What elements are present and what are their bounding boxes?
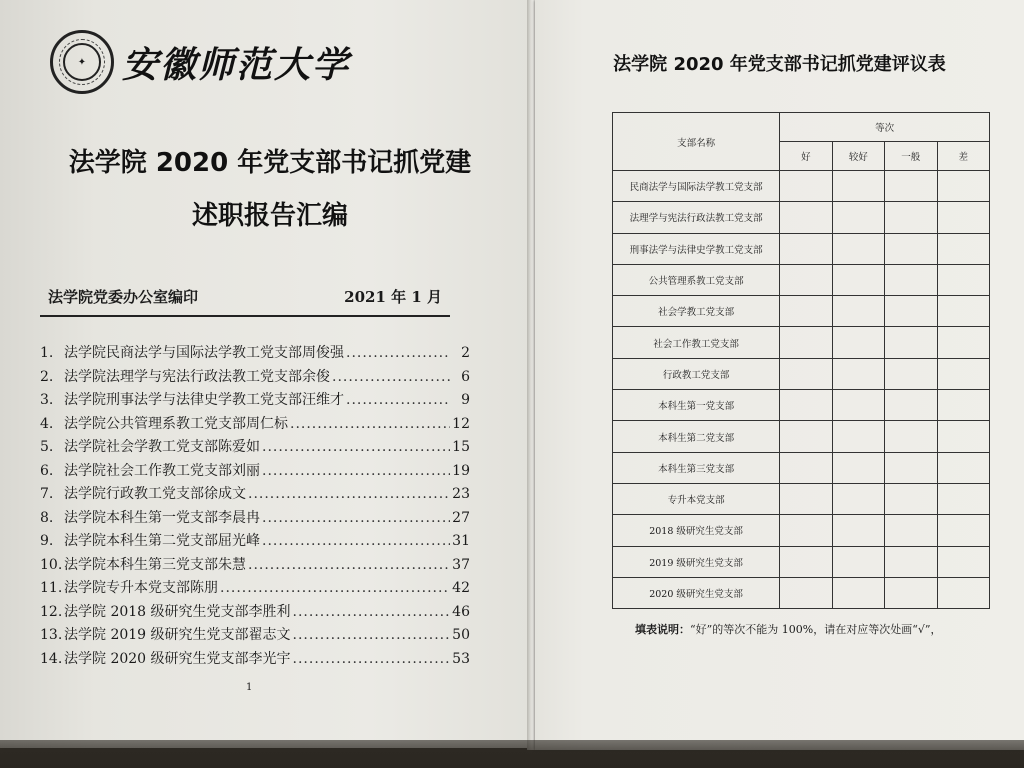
grade-checkbox-cell[interactable]: [780, 202, 832, 233]
toc-entry-title: 法学院社会学教工党支部陈爱如: [64, 439, 260, 455]
toc-entry: [40, 413, 470, 437]
toc-entry-page: 6: [461, 368, 470, 385]
university-name: 安徽师范大学: [122, 43, 351, 86]
toc-entry-page: 42: [452, 580, 470, 596]
toc-leader-dots: [262, 463, 450, 479]
toc-entry-page: 19: [452, 462, 470, 479]
grade-checkbox-cell[interactable]: [832, 577, 884, 608]
right-page: [535, 0, 1024, 750]
branch-name-cell: 民商法学与国际法学教工党支部: [613, 171, 780, 202]
grade-checkbox-cell[interactable]: [937, 264, 989, 295]
grade-checkbox-cell[interactable]: [885, 264, 937, 295]
editor-line: [48, 286, 442, 307]
evaluation-table: [612, 112, 990, 609]
toc-leader-dots: [262, 533, 450, 549]
toc-entry-number: 3.: [40, 392, 54, 408]
toc-entry-title: 法学院本科生第三党支部朱慧: [64, 556, 246, 573]
toc-entry: [40, 366, 470, 390]
table-row: [613, 483, 990, 514]
editor-name: 法学院党委办公室编印: [48, 288, 199, 306]
toc-entry-number: 11.: [40, 580, 63, 596]
grade-checkbox-cell[interactable]: [885, 171, 937, 202]
toc-entry-page: 27: [452, 509, 470, 526]
grade-checkbox-cell[interactable]: [780, 296, 832, 327]
branch-name-header: 支部名称: [613, 113, 780, 171]
toc-leader-dots: [248, 557, 450, 573]
toc-entry-title: 法学院本科生第二党支部屈光峰: [64, 533, 260, 549]
grade-checkbox-cell[interactable]: [937, 483, 989, 514]
grade-checkbox-cell[interactable]: [937, 202, 989, 233]
table-row: [613, 546, 990, 577]
toc-leader-dots: [290, 416, 450, 432]
toc-entry-title: 法学院 2020 级研究生党支部李光宇: [64, 650, 291, 667]
report-title-line1: 法学院 2020 年党支部书记抓党建: [68, 148, 472, 178]
toc-entry-page: 31: [452, 533, 470, 549]
grade-checkbox-cell[interactable]: [937, 452, 989, 483]
branch-name-cell: 本科生第二党支部: [613, 421, 780, 452]
grade-good-header: 好: [780, 142, 832, 171]
toc-entry-page: 12: [452, 415, 470, 432]
toc-entry-number: 5.: [40, 439, 54, 455]
grade-checkbox-cell[interactable]: [780, 233, 832, 264]
grade-checkbox-cell[interactable]: [937, 577, 989, 608]
table-row: [613, 390, 990, 421]
grade-checkbox-cell[interactable]: [832, 483, 884, 514]
branch-name-cell: 刑事法学与法律史学教工党支部: [613, 233, 780, 264]
table-row: [613, 577, 990, 608]
toc-entry-title: 法学院行政教工党支部徐成文: [64, 486, 246, 502]
grade-checkbox-cell[interactable]: [832, 327, 884, 358]
grade-checkbox-cell[interactable]: [780, 171, 832, 202]
toc-entry-page: 15: [452, 439, 470, 455]
note-text: “好”的等次不能为 100%，请在对应等次处画“√”，: [690, 623, 942, 636]
page-number: 1: [246, 682, 253, 693]
toc-entry-number: 6.: [40, 462, 54, 479]
toc-entry: [40, 530, 470, 554]
grade-checkbox-cell[interactable]: [885, 483, 937, 514]
grade-checkbox-cell[interactable]: [780, 358, 832, 389]
toc-entry-title: 法学院 2018 级研究生党支部李胜利: [64, 603, 291, 620]
grade-checkbox-cell[interactable]: [832, 358, 884, 389]
grade-checkbox-cell[interactable]: [832, 452, 884, 483]
note-label: 填表说明：: [635, 623, 690, 636]
toc-entry-page: 9: [461, 392, 470, 408]
toc-entry-title: 法学院本科生第一党支部李晨冉: [64, 509, 260, 526]
toc-entry-number: 10.: [40, 556, 63, 573]
grade-fairly-good-header: 较好: [832, 142, 884, 171]
toc-leader-dots: [262, 439, 450, 455]
grade-checkbox-cell[interactable]: [780, 483, 832, 514]
toc-entry: [40, 460, 470, 484]
evaluation-form-title: 法学院 2020 年党支部书记抓党建评议表: [613, 54, 946, 75]
toc-entry: [40, 577, 470, 601]
grade-checkbox-cell[interactable]: [937, 171, 989, 202]
grade-checkbox-cell[interactable]: [937, 296, 989, 327]
toc-entry: [40, 389, 470, 413]
grade-checkbox-cell[interactable]: [937, 358, 989, 389]
toc-entry-title: 法学院专升本党支部陈朋: [64, 580, 218, 596]
report-title-line2: 述职报告汇编: [191, 201, 348, 231]
grade-checkbox-cell[interactable]: [780, 390, 832, 421]
toc-entry-title: 法学院 2019 级研究生党支部翟志文: [64, 627, 291, 643]
branch-name-cell: 行政教工党支部: [613, 358, 780, 389]
grade-checkbox-cell[interactable]: [780, 452, 832, 483]
toc-entry: [40, 554, 470, 578]
grade-checkbox-cell[interactable]: [885, 202, 937, 233]
grade-checkbox-cell[interactable]: [937, 327, 989, 358]
branch-name-cell: 社会工作教工党支部: [613, 327, 780, 358]
branch-name-cell: 2018 级研究生党支部: [613, 515, 780, 546]
toc-entry: [40, 648, 470, 672]
toc-entry-number: 8.: [40, 509, 54, 526]
toc-leader-dots: [248, 486, 450, 502]
grade-checkbox-cell[interactable]: [780, 515, 832, 546]
branch-name-cell: 本科生第三党支部: [613, 452, 780, 483]
grade-checkbox-cell[interactable]: [937, 546, 989, 577]
toc-entry: [40, 601, 470, 625]
grade-checkbox-cell[interactable]: [937, 421, 989, 452]
grade-checkbox-cell[interactable]: [780, 546, 832, 577]
toc-entry-page: 37: [452, 556, 470, 573]
toc-entry-number: 9.: [40, 533, 54, 549]
toc-entry-number: 7.: [40, 486, 54, 502]
grade-checkbox-cell[interactable]: [885, 296, 937, 327]
table-row: [613, 233, 990, 264]
branch-name-cell: 专升本党支部: [613, 483, 780, 514]
grade-average-header: 一般: [885, 142, 937, 171]
toc-entry: [40, 624, 470, 648]
toc-leader-dots: [346, 345, 450, 361]
grade-checkbox-cell[interactable]: [885, 233, 937, 264]
toc-entry-number: 12.: [40, 603, 63, 620]
grade-checkbox-cell[interactable]: [832, 171, 884, 202]
grade-checkbox-cell[interactable]: [937, 515, 989, 546]
table-row: [613, 264, 990, 295]
grade-checkbox-cell[interactable]: [885, 327, 937, 358]
grade-checkbox-cell[interactable]: [832, 233, 884, 264]
grade-checkbox-cell[interactable]: [832, 202, 884, 233]
toc-entry-number: 2.: [40, 368, 54, 385]
grade-checkbox-cell[interactable]: [832, 264, 884, 295]
edit-date: 2021 年 1 月: [344, 288, 442, 306]
toc-entry-number: 13.: [40, 627, 63, 643]
university-logo: [50, 30, 350, 94]
table-row: [613, 327, 990, 358]
table-row: [613, 452, 990, 483]
table-row: [613, 421, 990, 452]
table-row: [613, 171, 990, 202]
toc-leader-dots: [293, 651, 450, 667]
branch-name-cell: 2020 级研究生党支部: [613, 577, 780, 608]
toc-entry-title: 法学院刑事法学与法律史学教工党支部汪维才: [64, 392, 344, 408]
grade-checkbox-cell[interactable]: [885, 452, 937, 483]
toc-leader-dots: [332, 369, 450, 385]
grade-checkbox-cell[interactable]: [885, 358, 937, 389]
table-row: [613, 296, 990, 327]
grade-poor-header: 差: [937, 142, 989, 171]
toc-entry-title: 法学院民商法学与国际法学教工党支部周俊强: [64, 345, 344, 361]
form-instructions: [635, 621, 941, 637]
toc-entry-page: 53: [452, 650, 470, 667]
grade-checkbox-cell[interactable]: [780, 264, 832, 295]
toc-entry-number: 1.: [40, 345, 54, 361]
grade-checkbox-cell[interactable]: [832, 296, 884, 327]
toc-entry: [40, 436, 470, 460]
toc-entry-page: 23: [452, 486, 470, 502]
table-row: [613, 515, 990, 546]
branch-name-cell: 社会学教工党支部: [613, 296, 780, 327]
grade-checkbox-cell[interactable]: [885, 421, 937, 452]
toc-entry-title: 法学院公共管理系教工党支部周仁标: [64, 415, 288, 432]
grade-checkbox-cell[interactable]: [780, 327, 832, 358]
grade-checkbox-cell[interactable]: [937, 390, 989, 421]
grade-checkbox-cell[interactable]: [832, 421, 884, 452]
grade-checkbox-cell[interactable]: [885, 546, 937, 577]
divider: [40, 315, 450, 317]
branch-name-cell: 法理学与宪法行政法教工党支部: [613, 202, 780, 233]
table-of-contents: [40, 342, 470, 671]
grade-checkbox-cell[interactable]: [885, 577, 937, 608]
toc-entry-page: 50: [452, 627, 470, 643]
toc-leader-dots: [293, 604, 450, 620]
toc-leader-dots: [293, 627, 450, 643]
toc-leader-dots: [220, 580, 450, 596]
grade-checkbox-cell[interactable]: [780, 577, 832, 608]
toc-entry: [40, 342, 470, 366]
toc-entry: [40, 483, 470, 507]
grade-checkbox-cell[interactable]: [780, 421, 832, 452]
table-surface: [0, 740, 1024, 768]
toc-entry-title: 法学院社会工作教工党支部刘丽: [64, 462, 260, 479]
grade-checkbox-cell[interactable]: [937, 233, 989, 264]
toc-entry-number: 4.: [40, 415, 54, 432]
grade-header: 等次: [780, 113, 990, 142]
toc-leader-dots: [346, 392, 450, 408]
grade-checkbox-cell[interactable]: [832, 390, 884, 421]
toc-entry: [40, 507, 470, 531]
grade-checkbox-cell[interactable]: [885, 390, 937, 421]
toc-leader-dots: [262, 510, 450, 526]
toc-entry-page: 2: [461, 345, 470, 361]
grade-checkbox-cell[interactable]: [832, 515, 884, 546]
grade-checkbox-cell[interactable]: [832, 546, 884, 577]
branch-name-cell: 本科生第一党支部: [613, 390, 780, 421]
table-row: [613, 202, 990, 233]
table-row: [613, 358, 990, 389]
branch-name-cell: 2019 级研究生党支部: [613, 546, 780, 577]
toc-entry-number: 14.: [40, 650, 63, 667]
grade-checkbox-cell[interactable]: [885, 515, 937, 546]
toc-entry-page: 46: [452, 603, 470, 620]
university-seal-icon: ✦: [50, 30, 114, 94]
toc-entry-title: 法学院法理学与宪法行政法教工党支部余俊: [64, 368, 330, 385]
branch-name-cell: 公共管理系教工党支部: [613, 264, 780, 295]
